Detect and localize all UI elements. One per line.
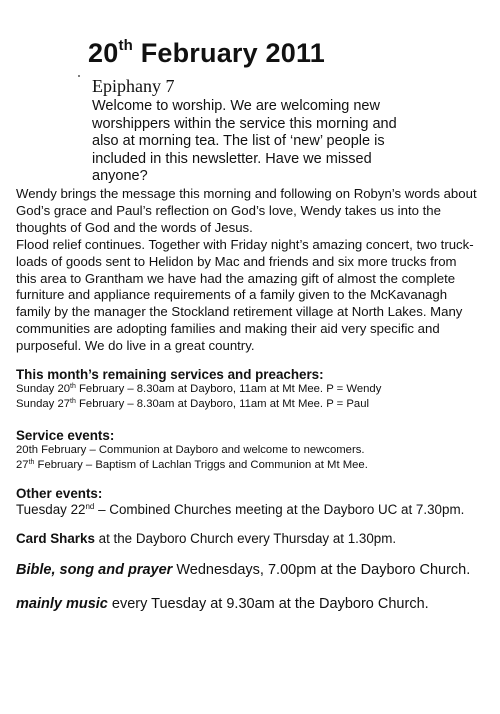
mainly-music-event: mainly music every Tuesday at 9.30am at the Dayboro Church. xyxy=(16,596,429,612)
welcome-line: also at morning tea. The list of ‘new’ people is xyxy=(92,133,385,149)
service-events-section xyxy=(16,428,491,472)
message-paragraph xyxy=(16,186,486,355)
other-events-heading: Other events: xyxy=(16,486,103,501)
page-subtitle: Epiphany 7 xyxy=(92,76,175,96)
message-line: thoughts of God and the words of Jesus. xyxy=(16,219,253,235)
message-line: loads of goods sent to Helidon by Mac and friends and six more trucks from xyxy=(16,253,457,269)
service-event-item: 27th February – Baptism of Lachlan Triggs and Communion at Mt Mee. xyxy=(16,458,368,471)
welcome-line: worshippers within the service this morning and xyxy=(92,115,397,132)
message-line: Flood relief continues. Together with Friday night’s amazing concert, two truck- xyxy=(16,236,474,252)
message-line: furniture and appliance requirements of a family given to the McKavanagh xyxy=(16,287,448,303)
message-line: Wendy brings the message this morning and following on Robyn’s words about xyxy=(16,186,477,201)
message-line: communities are adopting families and making their aid very specific and xyxy=(16,321,440,337)
message-line: family by the manager the Stockland retirement village at North Lakes. Many xyxy=(16,304,463,320)
date-day: 20 xyxy=(88,38,119,68)
message-line: purposeful. We do live in a great country. xyxy=(16,338,255,354)
bible-song-prayer-event: Bible, song and prayer Wednesdays, 7.00pm at the Dayboro Church. xyxy=(16,562,471,578)
card-sharks-event: Card Sharks at the Dayboro Church every Thursday at 1.30pm. xyxy=(16,531,397,546)
services-section xyxy=(16,367,491,411)
other-event-item: Tuesday 22nd – Combined Churches meeting at the Dayboro UC at 7.30pm. xyxy=(16,502,465,517)
welcome-line: Welcome to worship. We are welcoming new xyxy=(92,98,380,114)
services-heading: This month’s remaining services and preachers: xyxy=(16,367,324,382)
date-rest: February 2011 xyxy=(133,38,325,68)
welcome-line: included in this newsletter. Have we missed xyxy=(92,150,372,167)
message-line: God’s grace and Paul’s reflection on God’s love, Wendy takes us into the xyxy=(16,202,441,218)
other-events-section xyxy=(16,486,491,518)
welcome-line: anyone? xyxy=(92,168,148,184)
message-line: this area to Grantham we have had the amazing gift of almost the complete xyxy=(16,270,456,286)
service-event-item: 20th February – Communion at Dayboro and welcome to newcomers. xyxy=(16,444,365,456)
service-events-heading: Service events: xyxy=(16,428,115,443)
page-title xyxy=(88,38,325,69)
welcome-paragraph xyxy=(92,98,422,186)
service-item: Sunday 27th February – 8.30am at Dayboro, 11am at Mt Mee. P = Paul xyxy=(16,397,370,410)
service-item: Sunday 20th February – 8.30am at Dayboro, 11am at Mt Mee. P = Wendy xyxy=(16,383,382,395)
stray-dot xyxy=(78,75,80,77)
date-suffix: th xyxy=(118,37,133,54)
